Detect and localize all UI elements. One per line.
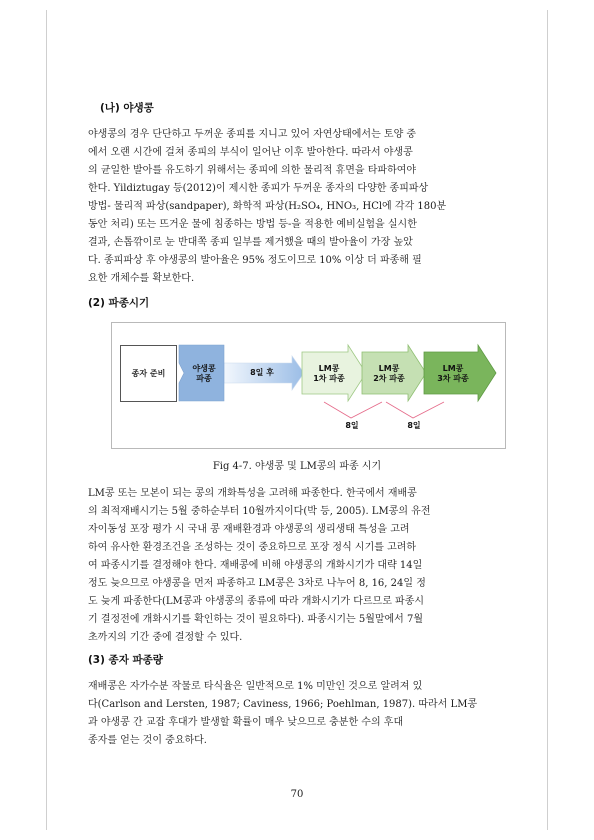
paragraph-line: 야생콩의 경우 단단하고 두꺼운 종피를 지니고 있어 자연상태에서는 토양 중: [88, 129, 417, 140]
lm2-label-line1: LM콩: [378, 364, 400, 373]
paragraph-line: 과 야생콩 간 교잡 후대가 발생할 확률이 매우 낮으므로 충분한 수의 후대: [88, 717, 404, 728]
seed-prep-label: 종자 준비: [131, 369, 166, 378]
figure-caption: Fig 4-7. 야생콩 및 LM콩의 파종 시기: [212, 461, 382, 472]
paragraph-line: 동안 처리) 또는 뜨거운 물에 침종하는 방법 등-을 적용한 예비실험을 실시한: [88, 219, 417, 230]
after-8-days-label: 8일 후: [250, 368, 274, 377]
interval-bracket-2: [386, 402, 444, 418]
paragraph-line: 자이동성 포장 평가 시 국내 콩 재배환경과 야생콩의 생리생태 특성을 고려: [88, 524, 410, 535]
lm2-label-line2: 2차 파종: [373, 374, 405, 383]
lm-third-sowing-label: [426, 364, 480, 384]
interval-label-1: 8일: [345, 421, 359, 430]
paragraph-seed-amount: [88, 678, 512, 750]
paragraph-line: 요한 개체수를 확보한다.: [88, 273, 195, 284]
paragraph-line: 여 파종시기를 결정해야 한다. 재배콩에 비해 야생콩의 개화시기가 대략 14일: [88, 560, 423, 571]
section-heading-seed-amount: (3) 종자 파종량: [88, 654, 163, 666]
interval-label-2: 8일: [407, 421, 421, 430]
paragraph-wild-soybean: [88, 126, 512, 288]
diagram-graphics: [112, 323, 505, 448]
section-heading-wild-soybean: (나) 야생콩: [100, 102, 154, 114]
paragraph-line: 한다. Yildiztugay 등(2012)이 제시한 종피가 두꺼운 종자의 다양한 종피파상: [88, 183, 429, 194]
paragraph-line: 의 균일한 발아를 유도하기 위해서는 종피에 의한 물리적 휴면을 타파하여야: [88, 165, 417, 176]
paragraph-line: 정도 늦으므로 야생콩을 먼저 파종하고 LM콩은 3차로 나누어 8, 16, 24일 정: [88, 578, 426, 589]
paragraph-line: 재배콩은 자가수분 작물로 타식율은 일반적으로 1% 미만인 것으로 알려져 있: [88, 681, 423, 692]
paragraph-line: 결과, 손톱깎이로 눈 반대쪽 종피 일부를 제거했을 때의 발아율이 가장 높았: [88, 237, 413, 248]
interval-bracket-1: [324, 402, 382, 418]
wild-sowing-label-line1: 야생콩: [192, 364, 216, 373]
paragraph-line: 초까지의 기간 중에 결정할 수 있다.: [88, 632, 243, 643]
lm3-label-line1: LM콩: [442, 364, 464, 373]
paragraph-line: 에서 오랜 시간에 걸쳐 종피의 부식이 일어난 이후 발아한다. 따라서 야생콩: [88, 147, 413, 158]
paragraph-line: 다(Carlson and Lersten, 1987; Caviness, 1966; Poehlman, 1987). 따라서 LM콩: [88, 699, 478, 710]
page-number: 70: [290, 789, 304, 800]
lm1-label-line1: LM콩: [318, 364, 340, 373]
lm-first-sowing-label: [304, 364, 354, 384]
lm1-label-line2: 1차 파종: [313, 374, 345, 383]
section-heading-sowing-time: (2) 파종시기: [88, 297, 150, 309]
sowing-schedule-diagram: [111, 322, 506, 449]
lm-second-sowing-label: [364, 364, 414, 384]
paragraph-line: 다. 종피파상 후 야생콩의 발아율은 95% 정도이므로 10% 이상 더 파종해 필: [88, 255, 422, 266]
paragraph-line: 방법- 물리적 파상(sandpaper), 화학적 파상(H₂SO₄, HNO₃, HCl에 각각 180분: [88, 201, 447, 212]
paragraph-line: 하여 유사한 환경조건을 조성하는 것이 중요하므로 포장 정식 시기를 고려하: [88, 542, 417, 553]
wild-sowing-label-line2: 파종: [196, 374, 212, 383]
paragraph-sowing-time: [88, 485, 512, 647]
wild-sowing-label: [182, 364, 226, 384]
paragraph-line: 도 늦게 파종한다(LM콩과 야생콩의 종류에 따라 개화시기가 다르므로 파종시: [88, 596, 425, 607]
paragraph-line: 의 최적재배시기는 5월 중하순부터 10월까지이다(박 등, 2005). LM콩의 유전: [88, 506, 431, 517]
paragraph-line: LM콩 또는 모본이 되는 콩의 개화특성을 고려해 파종한다. 한국에서 재배콩: [88, 488, 417, 499]
lm3-label-line2: 3차 파종: [437, 374, 469, 383]
paragraph-line: 종자를 얻는 것이 중요하다.: [88, 735, 207, 746]
paragraph-line: 기 결정전에 개화시기를 확인하는 것이 필요하다). 파종시기는 5월말에서 7월: [88, 614, 424, 625]
